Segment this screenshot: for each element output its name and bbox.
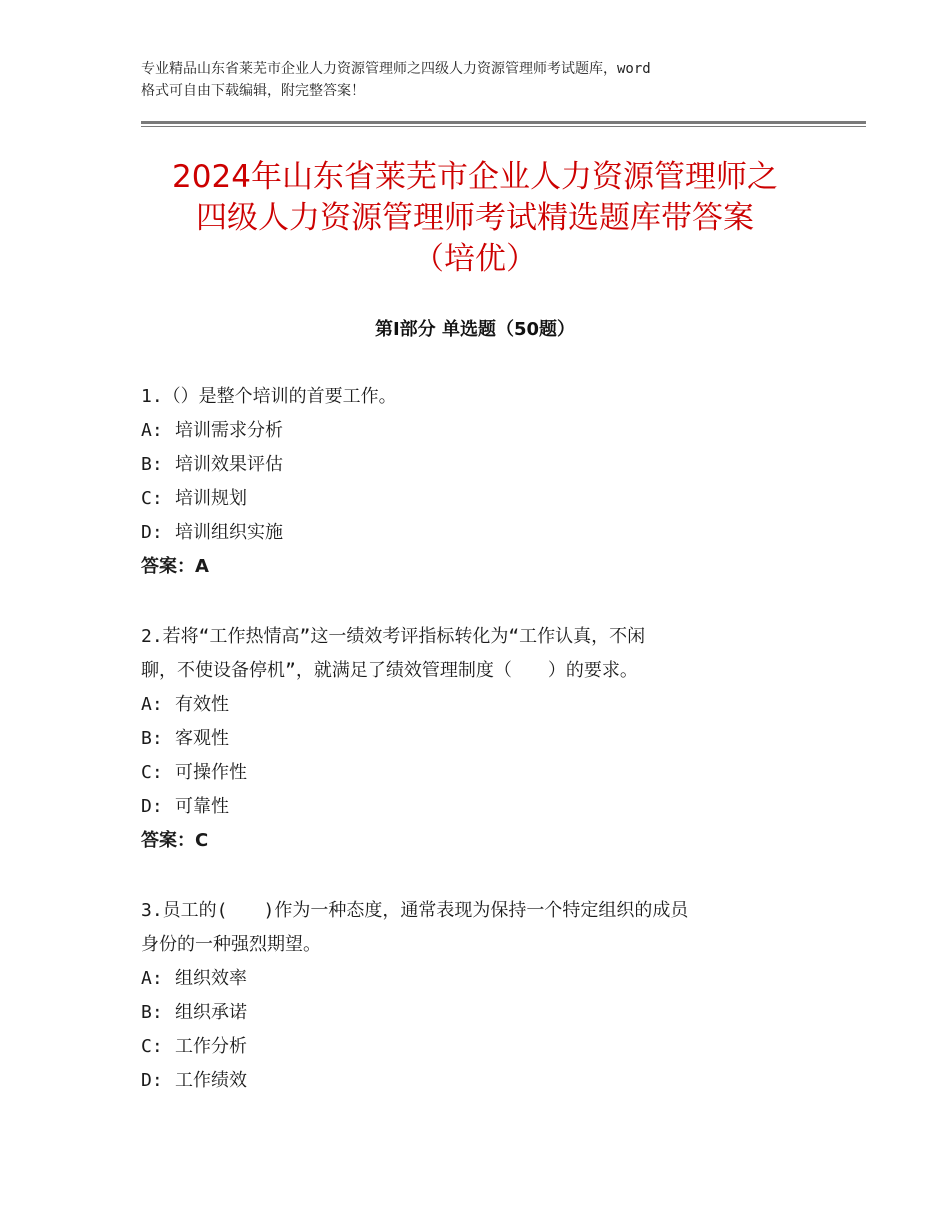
question-gap	[141, 860, 841, 896]
option-b	[141, 998, 841, 1032]
option-b	[141, 450, 841, 484]
document-title-line-3: （培优）	[413, 241, 537, 277]
option-key: B:	[141, 1002, 163, 1023]
option-text: 可靠性	[175, 796, 229, 817]
question-1	[141, 382, 841, 586]
question-stem-continued: 聊，不使设备停机”，就满足了绩效管理制度（ ）的要求。	[141, 660, 638, 681]
option-text: 培训组织实施	[175, 522, 283, 543]
option-key: D:	[141, 522, 163, 543]
option-key: D:	[141, 1070, 163, 1091]
answer-line: 答案：A	[141, 556, 209, 577]
question-3	[141, 896, 841, 1100]
option-text: 组织效率	[175, 968, 247, 989]
option-key: C:	[141, 1036, 163, 1057]
option-text: 培训效果评估	[175, 454, 283, 475]
option-b	[141, 724, 841, 758]
header-divider-thick	[141, 121, 866, 124]
header-divider-thin	[141, 126, 866, 127]
option-key: A:	[141, 694, 163, 715]
option-a	[141, 690, 841, 724]
option-c	[141, 758, 841, 792]
option-c	[141, 1032, 841, 1066]
option-d	[141, 518, 841, 552]
option-text: 有效性	[175, 694, 229, 715]
header-note-line-1: 专业精品山东省莱芜市企业人力资源管理师之四级人力资源管理师考试题库，word	[141, 61, 651, 77]
option-key: D:	[141, 796, 163, 817]
option-key: B:	[141, 728, 163, 749]
option-text: 培训需求分析	[175, 420, 283, 441]
question-stem: 2.若将“工作热情高”这一绩效考评指标转化为“工作认真，不闲	[141, 626, 646, 647]
option-key: B:	[141, 454, 163, 475]
document-title-line-2: 四级人力资源管理师考试精选题库带答案	[196, 200, 754, 236]
option-text: 工作绩效	[175, 1070, 247, 1091]
option-text: 组织承诺	[175, 1002, 247, 1023]
question-2	[141, 622, 841, 860]
question-list	[141, 382, 841, 1100]
option-c	[141, 484, 841, 518]
option-text: 客观性	[175, 728, 229, 749]
question-gap	[141, 586, 841, 622]
header-note-line-2: 格式可自由下载编辑，附完整答案！	[141, 83, 365, 99]
section-title: 第Ⅰ部分 单选题（50题）	[374, 319, 575, 340]
header-note	[141, 58, 831, 102]
document-title-line-1: 2024年山东省莱芜市企业人力资源管理师之	[172, 159, 778, 195]
option-text: 培训规划	[175, 488, 247, 509]
option-key: C:	[141, 762, 163, 783]
option-d	[141, 1066, 841, 1100]
option-key: C:	[141, 488, 163, 509]
option-a	[141, 416, 841, 450]
option-key: A:	[141, 420, 163, 441]
option-text: 可操作性	[175, 762, 247, 783]
question-stem-continued: 身份的一种强烈期望。	[141, 934, 321, 955]
question-stem: 1.（）是整个培训的首要工作。	[141, 386, 397, 407]
option-a	[141, 964, 841, 998]
document-title	[100, 157, 850, 280]
option-text: 工作分析	[175, 1036, 247, 1057]
question-stem: 3.员工的( )作为一种态度，通常表现为保持一个特定组织的成员	[141, 900, 689, 921]
answer-line: 答案：C	[141, 830, 209, 851]
option-key: A:	[141, 968, 163, 989]
option-d	[141, 792, 841, 826]
